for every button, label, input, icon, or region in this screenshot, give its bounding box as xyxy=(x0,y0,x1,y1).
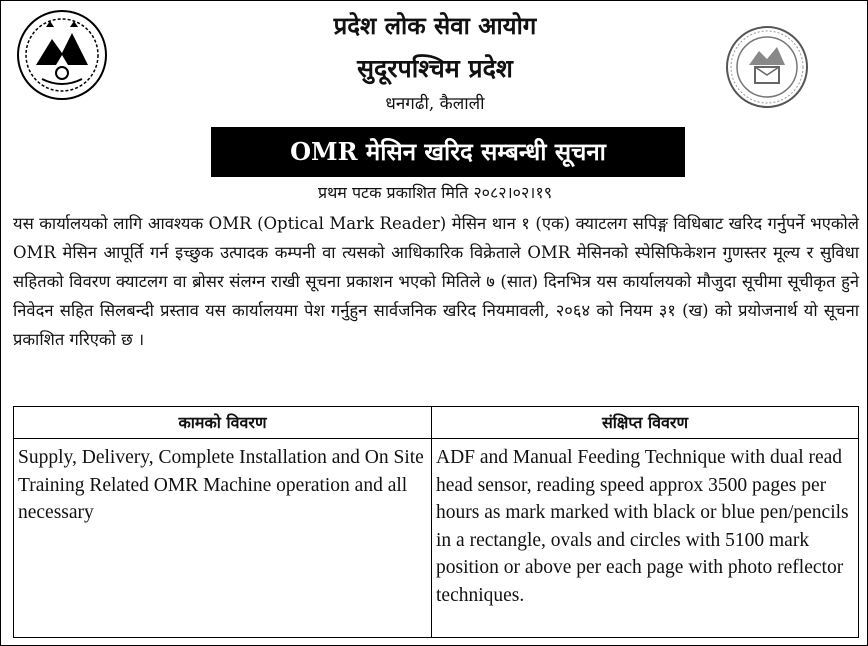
brief-description-cell: ADF and Manual Feeding Technique with dual read head sensor, reading speed approx 3500 pages per hours as mark marked with black or blue pen/pencils in a rectangle, ovals and circles with 5100 mark position or above per each page with photo reflector techniques. xyxy=(436,447,849,606)
table-header-row xyxy=(14,407,858,439)
org-name: प्रदेश लोक सेवा आयोग xyxy=(333,11,537,40)
province-name: सुदूरपश्चिम प्रदेश xyxy=(357,54,513,83)
publication-date: प्रथम पटक प्रकाशित मिति २०८२।०२।१९ xyxy=(317,183,553,202)
office-location: धनगढी, कैलाली xyxy=(385,94,485,114)
table-row xyxy=(14,439,858,637)
notice-title: OMR मेसिन खरिद सम्बन्धी सूचना xyxy=(211,127,685,177)
header-brief-description: संक्षिप्त विवरण xyxy=(601,413,689,432)
header-work-description: कामको विवरण xyxy=(14,407,432,438)
work-description-cell: Supply, Delivery, Complete Installation and On Site Training Related OMR Machine operation and all necessary xyxy=(14,439,432,637)
specification-table xyxy=(13,406,859,638)
notice-body: यस कार्यालयको लागि आवश्यक OMR (Optical Mark Reader) मेसिन थान १ (एक) क्याटलग सपिङ्ग विधिबाट खरिद गर्नुपर्ने भएकोले OMR मेसिन आपूर्ति गर्न इच्छुक उत्पादक कम्पनी वा त्यसको आधिकारिक विक्रेताले OMR मेसिनको स्पेसिफिकेशन गुणस्तर मूल्य र सुविधा सहितको विवरण क्याटलग वा ब्रोसर संलग्न राखी सूचना प्रकाशन भएको मितिले ७ (सात) दिनभित्र यस कार्यालयको मौजुदा सूचीमा सूचीकृत हुने निवेदन सहित सिलबन्दी प्रस्ताव यस कार्यालयमा पेश गर्नुहुन सार्वजनिक खरिद नियमावली, २०६४ को नियम ३१ (ख) को प्रयोजनार्थ यो सूचना प्रकाशित गरिएको छ । xyxy=(13,214,859,349)
